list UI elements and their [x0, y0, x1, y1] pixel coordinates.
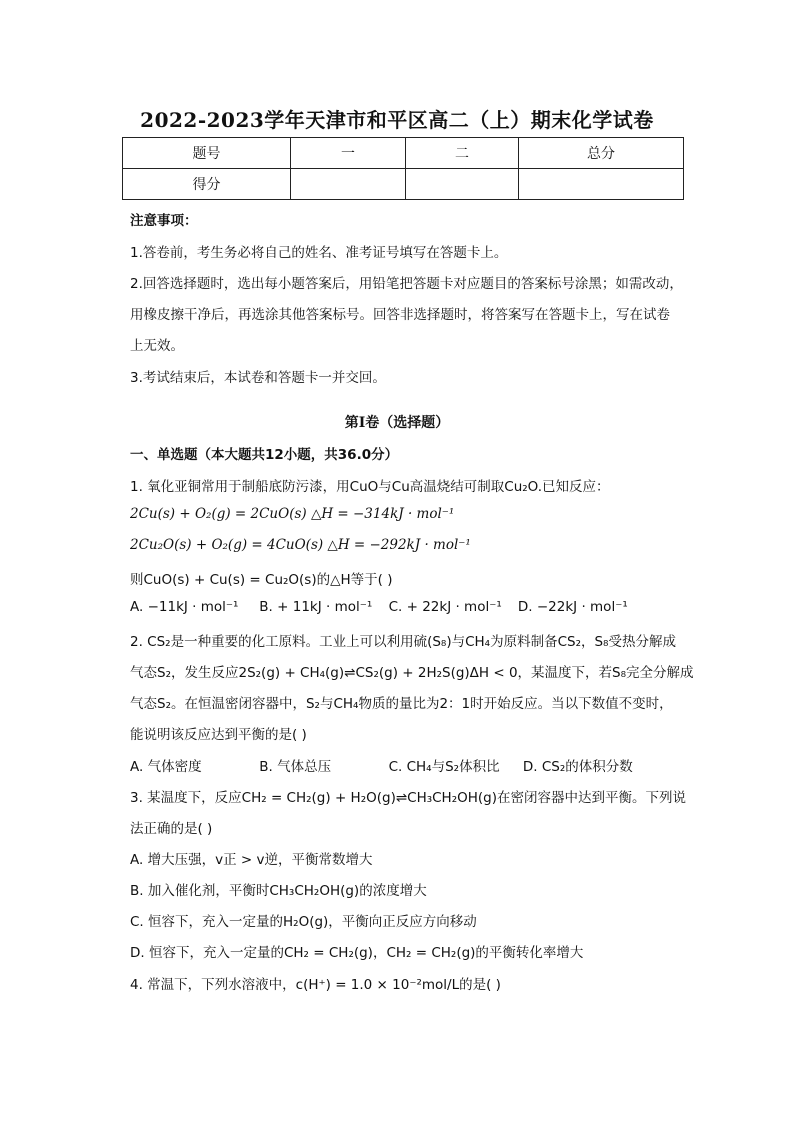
q1-option-c: C. + 22kJ · mol⁻¹ — [388, 599, 502, 615]
q2-line-2: 气态S₂，发生反应2S₂(g) + CH₄(g)⇌CS₂(g) + 2H₂S(g)ΔH < 0，某温度下，若S₈完全分解成 — [130, 665, 694, 681]
q2-line-1: 2. CS₂是一种重要的化工原料。工业上可以利用硫(S₈)与CH₄为原料制备CS₂，S₈受热分解成 — [130, 634, 676, 650]
q1-option-d: D. −22kJ · mol⁻¹ — [517, 599, 628, 615]
q3-option-c: C. 恒容下，充入一定量的H₂O(g)，平衡向正反应方向移动 — [130, 914, 477, 930]
q2-option-c: C. CH₄与S₂体积比 — [388, 759, 500, 775]
header-cell-question-no: 题号 — [123, 138, 291, 169]
score-row-label: 得分 — [123, 169, 291, 200]
q1-equation-1: 2Cu(s) + O₂(g) = 2CuO(s) △H = −314kJ · mol⁻¹ — [130, 506, 455, 522]
q3-option-a: A. 增大压强，v正 > v逆，平衡常数增大 — [130, 852, 373, 868]
q3-line-2: 法正确的是( ) — [130, 821, 213, 837]
header-cell-part2: 二 — [406, 138, 519, 169]
q1-stem: 1. 氧化亚铜常用于制船底防污漆，用CuO与Cu高温烧结可制取Cu₂O.已知反应： — [130, 479, 610, 495]
notice-item-2-line-1: 2.回答选择题时，选出每小题答案后，用铅笔把答题卡对应题目的答案标号涂黑；如需改动， — [130, 276, 683, 292]
notice-heading: 注意事项： — [130, 213, 198, 229]
q2-line-3: 气态S₂。在恒温密闭容器中，S₂与CH₄物质的量比为2：1时开始反应。当以下数值不变时， — [130, 696, 673, 712]
q1-question: 则CuO(s) + Cu(s) = Cu₂O(s)的△H等于( ) — [130, 572, 393, 588]
exam-title: 2022-2023学年天津市和平区高二（上）期末化学试卷 — [140, 108, 654, 132]
q1-option-b: B. + 11kJ · mol⁻¹ — [259, 599, 373, 615]
header-cell-part1: 一 — [291, 138, 406, 169]
q4-stem: 4. 常温下，下列水溶液中，c(H⁺) = 1.0 × 10⁻²mol/L的是( ) — [130, 977, 501, 993]
q3-option-d: D. 恒容下，充入一定量的CH₂ = CH₂(g)，CH₂ = CH₂(g)的平衡转化率增大 — [130, 945, 584, 961]
notice-item-2-line-3: 上无效。 — [130, 338, 184, 354]
q2-line-4: 能说明该反应达到平衡的是( ) — [130, 727, 307, 743]
q2-option-a: A. 气体密度 — [130, 759, 202, 775]
score-table-score-row — [123, 169, 684, 200]
q3-line-1: 3. 某温度下，反应CH₂ = CH₂(g) + H₂O(g)⇌CH₃CH₂OH(g)在密闭容器中达到平衡。下列说 — [130, 790, 687, 806]
header-cell-total: 总分 — [519, 138, 684, 169]
q1-option-a: A. −11kJ · mol⁻¹ — [130, 599, 239, 615]
q3-option-b: B. 加入催化剂，平衡时CH₃CH₂OH(g)的浓度增大 — [130, 883, 427, 899]
notice-item-1: 1.答卷前，考生务必将自己的姓名、准考证号填写在答题卡上。 — [130, 245, 508, 261]
score-cell-part1 — [291, 169, 406, 200]
score-cell-part2 — [406, 169, 519, 200]
part1-heading: 一、单选题（本大题共12小题，共36.0分） — [130, 447, 399, 463]
score-table-header-row — [123, 138, 684, 169]
q2-option-b: B. 气体总压 — [259, 759, 332, 775]
q1-options — [130, 599, 628, 615]
score-cell-total — [519, 169, 684, 200]
notice-item-3: 3.考试结束后，本试卷和答题卡一并交回。 — [130, 370, 386, 386]
section-title: 第Ⅰ卷（选择题） — [344, 415, 450, 431]
notice-item-2-line-2: 用橡皮擦干净后，再选涂其他答案标号。回答非选择题时，将答案写在答题卡上，写在试卷 — [130, 307, 670, 323]
q1-equation-2: 2Cu₂O(s) + O₂(g) = 4CuO(s) △H = −292kJ · mol⁻¹ — [130, 537, 471, 553]
score-table — [122, 137, 684, 200]
q2-option-d: D. CS₂的体积分数 — [522, 759, 633, 775]
q2-options — [130, 755, 633, 775]
